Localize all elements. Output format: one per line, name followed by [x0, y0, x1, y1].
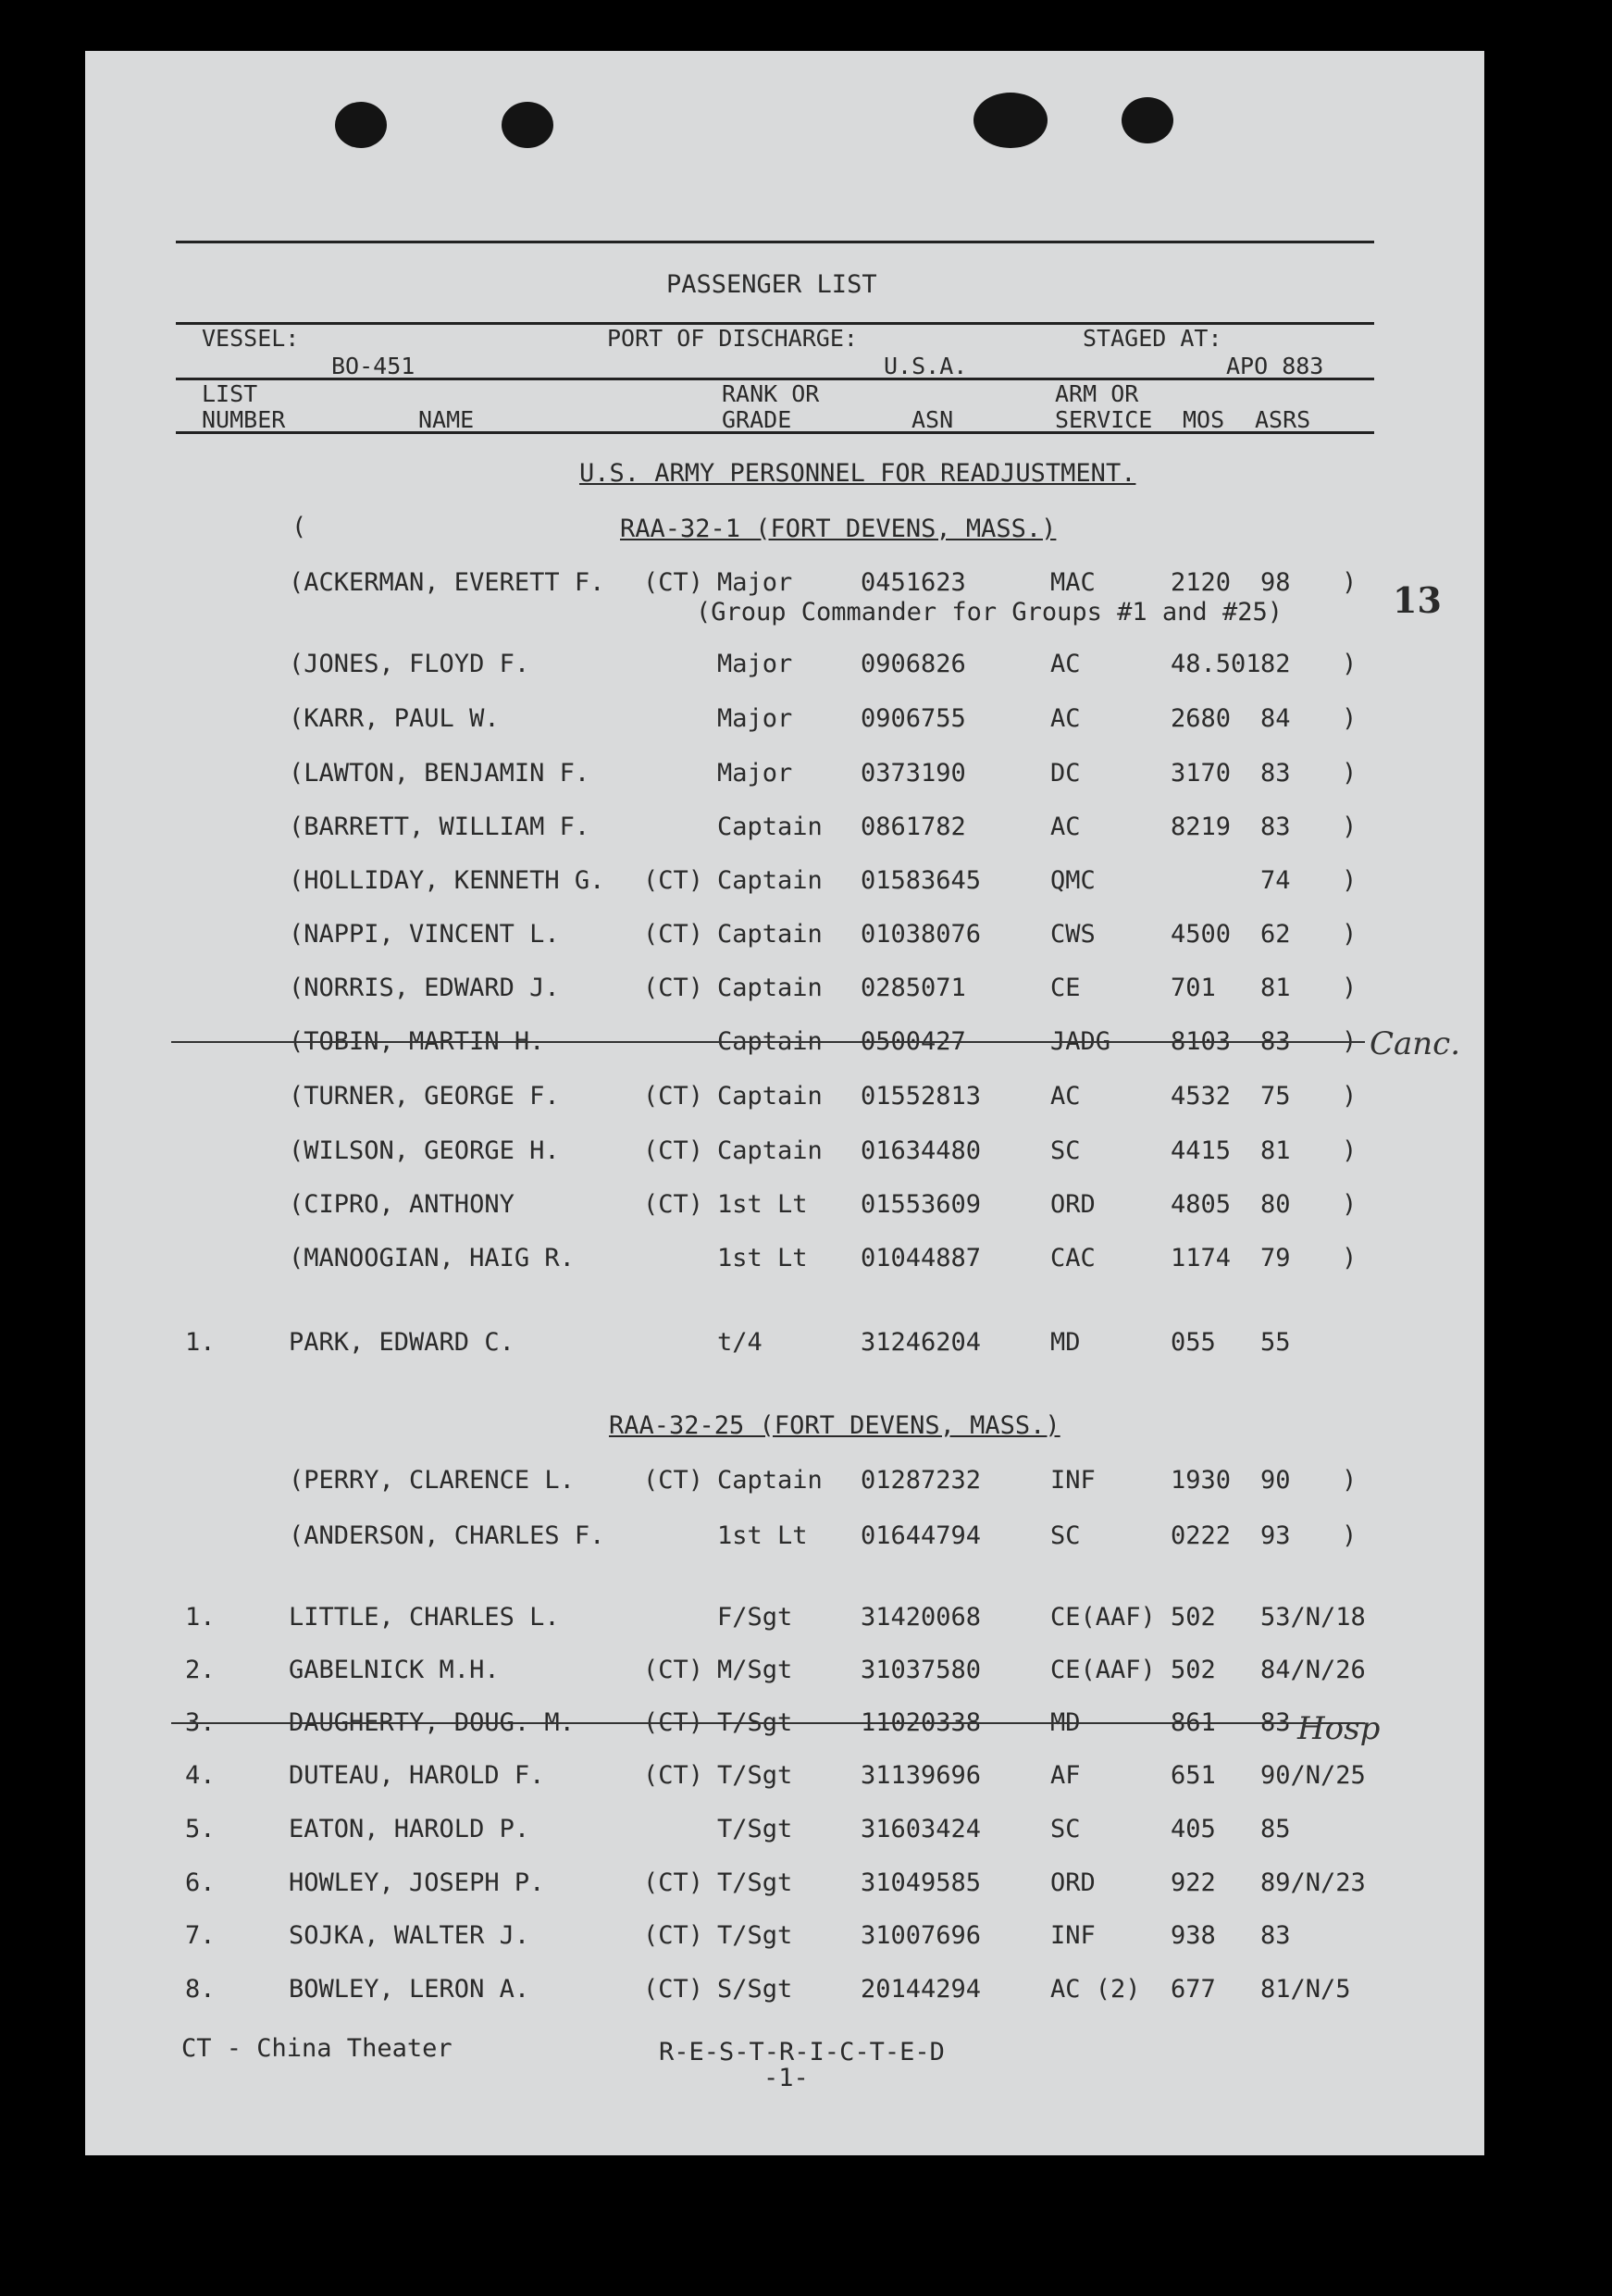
row-asn: 31007696 [861, 1921, 982, 1950]
col-asn: ASN [911, 406, 954, 433]
row-name: (ACKERMAN, EVERETT F. [289, 568, 605, 597]
row-arm: INF [1050, 1921, 1096, 1950]
row-asn: 01044887 [861, 1244, 982, 1272]
row-rank: 1st Lt [717, 1190, 808, 1219]
row-mos: 701 [1171, 974, 1216, 1002]
row-asrs: 84 [1260, 704, 1291, 733]
vessel-label: VESSEL: [202, 325, 300, 352]
row-asrs: 84/N/26 [1260, 1656, 1366, 1684]
row-name: BOWLEY, LERON A. [289, 1975, 530, 2004]
col-rank: RANK OR [722, 380, 820, 407]
row-asrs: 74 [1260, 866, 1291, 895]
row-name: PARK, EDWARD C. [289, 1328, 515, 1357]
row-name: (BARRETT, WILLIAM F. [289, 813, 590, 841]
row-asrs: 98 [1260, 568, 1291, 597]
row-close: ) [1342, 974, 1358, 1002]
row-arm: INF [1050, 1466, 1096, 1495]
row-mos: 922 [1171, 1868, 1216, 1897]
row-asn: 01583645 [861, 866, 982, 895]
row-name: (NAPPI, VINCENT L. [289, 920, 560, 949]
page-title: PASSENGER LIST [666, 270, 877, 299]
col-rank: GRADE [722, 406, 792, 433]
punch-hole [1122, 97, 1173, 143]
row-ct: (CT) [643, 920, 704, 949]
row-asrs: 80 [1260, 1190, 1291, 1219]
bracket: ( [291, 513, 307, 541]
row-asn: 31420068 [861, 1603, 982, 1632]
row-arm: MAC [1050, 568, 1096, 597]
col-name: NAME [418, 406, 475, 433]
row-asn: 31037580 [861, 1656, 982, 1684]
row-rank: M/Sgt [717, 1656, 793, 1684]
row-name: DAUGHERTY, DOUG. M. [289, 1708, 575, 1737]
row-num: 6. [185, 1868, 216, 1897]
row-asrs: 93 [1260, 1521, 1291, 1550]
row-asrs: 83 [1260, 1921, 1291, 1950]
row-asn: 31139696 [861, 1761, 982, 1790]
row-mos: 3170 [1171, 759, 1232, 788]
row-mos: 8103 [1171, 1027, 1232, 1056]
row-mos: 405 [1171, 1815, 1216, 1843]
col-mos: MOS [1183, 406, 1225, 433]
row-mos: 677 [1171, 1975, 1216, 2004]
row-mos: 938 [1171, 1921, 1216, 1950]
row-mos: 861 [1171, 1708, 1216, 1737]
row-name: (ANDERSON, CHARLES F. [289, 1521, 605, 1550]
row-num: 2. [185, 1656, 216, 1684]
col-arm: ARM OR [1055, 380, 1139, 407]
row-num: 3. [185, 1708, 216, 1737]
row-arm: QMC [1050, 866, 1096, 895]
row-mos: 48.501 [1171, 650, 1261, 678]
row-arm: SC [1050, 1136, 1081, 1165]
row-num: 7. [185, 1921, 216, 1950]
row-asrs: 83 [1260, 1708, 1291, 1737]
row-asrs: 81 [1260, 974, 1291, 1002]
row-arm: MD [1050, 1328, 1081, 1357]
row-asn: 31246204 [861, 1328, 982, 1357]
row-asn: 31603424 [861, 1815, 982, 1843]
row-mos: 651 [1171, 1761, 1216, 1790]
strikethrough-line [171, 1722, 1365, 1724]
row-close: ) [1342, 1082, 1358, 1111]
row-rank: T/Sgt [717, 1708, 793, 1737]
group-title: RAA-32-1 (FORT DEVENS, MASS.) [620, 515, 1057, 543]
row-close: ) [1342, 704, 1358, 733]
row-arm: AC (2) [1050, 1975, 1141, 2004]
row-asrs: 79 [1260, 1244, 1291, 1272]
row-name: (NORRIS, EDWARD J. [289, 974, 560, 1002]
row-mos: 4500 [1171, 920, 1232, 949]
row-mos: 0222 [1171, 1521, 1232, 1550]
row-ct: (CT) [643, 974, 704, 1002]
row-arm: AC [1050, 1082, 1081, 1111]
row-asrs: 53/N/18 [1260, 1603, 1366, 1632]
row-asrs: 90/N/25 [1260, 1761, 1366, 1790]
row-name: (HOLLIDAY, KENNETH G. [289, 866, 605, 895]
row-num: 1. [185, 1328, 216, 1357]
col-asrs: ASRS [1255, 406, 1311, 433]
row-mos: 1930 [1171, 1466, 1232, 1495]
row-ct: (CT) [643, 1868, 704, 1897]
row-rank: T/Sgt [717, 1761, 793, 1790]
row-rank: Major [717, 568, 793, 597]
row-asn: 0861782 [861, 813, 966, 841]
row-close: ) [1342, 1027, 1358, 1056]
row-rank: Captain [717, 866, 823, 895]
row-name: (CIPRO, ANTHONY [289, 1190, 515, 1219]
group-commander-note: (Group Commander for Groups #1 and #25) [696, 598, 1283, 627]
row-asrs: 89/N/23 [1260, 1868, 1366, 1897]
row-rank: Captain [717, 1466, 823, 1495]
row-asrs: 83 [1260, 813, 1291, 841]
col-list-number: NUMBER [202, 406, 286, 433]
row-asn: 01553609 [861, 1190, 982, 1219]
row-close: ) [1342, 650, 1358, 678]
vessel-value: BO-451 [331, 353, 415, 379]
row-rank: t/4 [717, 1328, 763, 1357]
row-arm: ORD [1050, 1190, 1096, 1219]
row-name: (JONES, FLOYD F. [289, 650, 530, 678]
row-close: ) [1342, 1466, 1358, 1495]
row-rank: Captain [717, 920, 823, 949]
row-num: 5. [185, 1815, 216, 1843]
row-asn: 01644794 [861, 1521, 982, 1550]
row-arm: DC [1050, 759, 1081, 788]
page-number-stamp: 13 [1393, 579, 1442, 621]
row-asn: 01038076 [861, 920, 982, 949]
row-arm: AC [1050, 813, 1081, 841]
row-mos: 2120 [1171, 568, 1232, 597]
row-rank: 1st Lt [717, 1521, 808, 1550]
staged-label: STAGED AT: [1083, 325, 1222, 352]
row-ct: (CT) [643, 568, 704, 597]
strikethrough-line [171, 1041, 1365, 1043]
row-asn: 01552813 [861, 1082, 982, 1111]
row-rank: Major [717, 704, 793, 733]
row-close: ) [1342, 813, 1358, 841]
row-arm: ORD [1050, 1868, 1096, 1897]
row-arm: CE(AAF) [1050, 1603, 1156, 1632]
row-rank: 1st Lt [717, 1244, 808, 1272]
row-ct: (CT) [643, 1921, 704, 1950]
row-mos: 4805 [1171, 1190, 1232, 1219]
row-asrs: 83 [1260, 759, 1291, 788]
row-ct: (CT) [643, 1708, 704, 1737]
row-ct: (CT) [643, 866, 704, 895]
row-rank: T/Sgt [717, 1921, 793, 1950]
section-title: U.S. ARMY PERSONNEL FOR READJUSTMENT. [579, 459, 1136, 488]
page-footer-number: -1- [763, 2064, 809, 2092]
row-ct: (CT) [643, 1190, 704, 1219]
row-num: 1. [185, 1603, 216, 1632]
row-name: (PERRY, CLARENCE L. [289, 1466, 575, 1495]
row-arm: SC [1050, 1815, 1081, 1843]
row-asn: 11020338 [861, 1708, 982, 1737]
row-rank: Captain [717, 1082, 823, 1111]
handwritten-note: Canc. [1370, 1025, 1461, 1062]
row-arm: MD [1050, 1708, 1081, 1737]
row-asrs: 75 [1260, 1082, 1291, 1111]
row-name: LITTLE, CHARLES L. [289, 1603, 560, 1632]
top-rule [176, 241, 1374, 243]
row-asrs: 62 [1260, 920, 1291, 949]
row-name: (TOBIN, MARTIN H. [289, 1027, 545, 1056]
row-name: (MANOOGIAN, HAIG R. [289, 1244, 575, 1272]
row-mos: 1174 [1171, 1244, 1232, 1272]
row-name: HOWLEY, JOSEPH P. [289, 1868, 545, 1897]
row-name: GABELNICK M.H. [289, 1656, 500, 1684]
row-asrs: 55 [1260, 1328, 1291, 1357]
row-close: ) [1342, 920, 1358, 949]
row-name: (WILSON, GEORGE H. [289, 1136, 560, 1165]
row-asn: 01634480 [861, 1136, 982, 1165]
row-close: ) [1342, 1244, 1358, 1272]
classification-marking: R-E-S-T-R-I-C-T-E-D [659, 2038, 945, 2066]
row-rank: F/Sgt [717, 1603, 793, 1632]
row-asrs: 81 [1260, 1136, 1291, 1165]
row-mos: 502 [1171, 1656, 1216, 1684]
row-arm: CE(AAF) [1050, 1656, 1156, 1684]
col-arm: SERVICE [1055, 406, 1153, 433]
row-asn: 0906826 [861, 650, 966, 678]
row-ct: (CT) [643, 1761, 704, 1790]
row-rank: Captain [717, 974, 823, 1002]
row-arm: JADG [1050, 1027, 1111, 1056]
row-arm: AC [1050, 704, 1081, 733]
row-mos: 502 [1171, 1603, 1216, 1632]
row-ct: (CT) [643, 1466, 704, 1495]
col-list-number: LIST [202, 380, 258, 407]
port-value: U.S.A. [884, 353, 968, 379]
group-title: RAA-32-25 (FORT DEVENS, MASS.) [609, 1411, 1060, 1440]
row-mos: 4532 [1171, 1082, 1232, 1111]
row-mos: 055 [1171, 1328, 1216, 1357]
row-asrs: 81/N/5 [1260, 1975, 1351, 2004]
punch-hole [973, 93, 1048, 148]
row-mos: 2680 [1171, 704, 1232, 733]
row-name: (TURNER, GEORGE F. [289, 1082, 560, 1111]
row-mos: 4415 [1171, 1136, 1232, 1165]
row-asn: 01287232 [861, 1466, 982, 1495]
row-arm: CWS [1050, 920, 1096, 949]
row-arm: CAC [1050, 1244, 1096, 1272]
row-asn: 31049585 [861, 1868, 982, 1897]
row-asrs: 83 [1260, 1027, 1291, 1056]
row-name: SOJKA, WALTER J. [289, 1921, 530, 1950]
row-name: DUTEAU, HAROLD F. [289, 1761, 545, 1790]
row-rank: T/Sgt [717, 1868, 793, 1897]
row-num: 4. [185, 1761, 216, 1790]
row-asn: 0500427 [861, 1027, 966, 1056]
row-ct: (CT) [643, 1656, 704, 1684]
row-asrs: 82 [1260, 650, 1291, 678]
port-label: PORT OF DISCHARGE: [607, 325, 858, 352]
row-rank: T/Sgt [717, 1815, 793, 1843]
row-rank: Major [717, 650, 793, 678]
row-ct: (CT) [643, 1082, 704, 1111]
row-asrs: 90 [1260, 1466, 1291, 1495]
row-close: ) [1342, 1190, 1358, 1219]
row-rank: Captain [717, 813, 823, 841]
punch-hole [335, 102, 387, 148]
row-asn: 20144294 [861, 1975, 982, 2004]
row-rank: Captain [717, 1027, 823, 1056]
row-rank: Major [717, 759, 793, 788]
row-asn: 0451623 [861, 568, 966, 597]
row-arm: AF [1050, 1761, 1081, 1790]
row-name: (KARR, PAUL W. [289, 704, 500, 733]
row-name: EATON, HAROLD P. [289, 1815, 530, 1843]
row-asrs: 85 [1260, 1815, 1291, 1843]
row-rank: S/Sgt [717, 1975, 793, 2004]
row-arm: AC [1050, 650, 1081, 678]
row-ct: (CT) [643, 1136, 704, 1165]
footer-legend: CT - China Theater [181, 2034, 453, 2063]
row-arm: SC [1050, 1521, 1081, 1550]
row-rank: Captain [717, 1136, 823, 1165]
row-close: ) [1342, 1521, 1358, 1550]
row-asn: 0906755 [861, 704, 966, 733]
punch-hole [502, 102, 553, 148]
handwritten-note: Hosp [1297, 1710, 1381, 1747]
row-mos: 8219 [1171, 813, 1232, 841]
row-close: ) [1342, 568, 1358, 597]
row-close: ) [1342, 866, 1358, 895]
row-arm: CE [1050, 974, 1081, 1002]
row-ct: (CT) [643, 1975, 704, 2004]
row-asn: 0373190 [861, 759, 966, 788]
row-close: ) [1342, 1136, 1358, 1165]
row-close: ) [1342, 759, 1358, 788]
row-asn: 0285071 [861, 974, 966, 1002]
row-name: (LAWTON, BENJAMIN F. [289, 759, 590, 788]
staged-value: APO 883 [1226, 353, 1324, 379]
row-num: 8. [185, 1975, 216, 2004]
